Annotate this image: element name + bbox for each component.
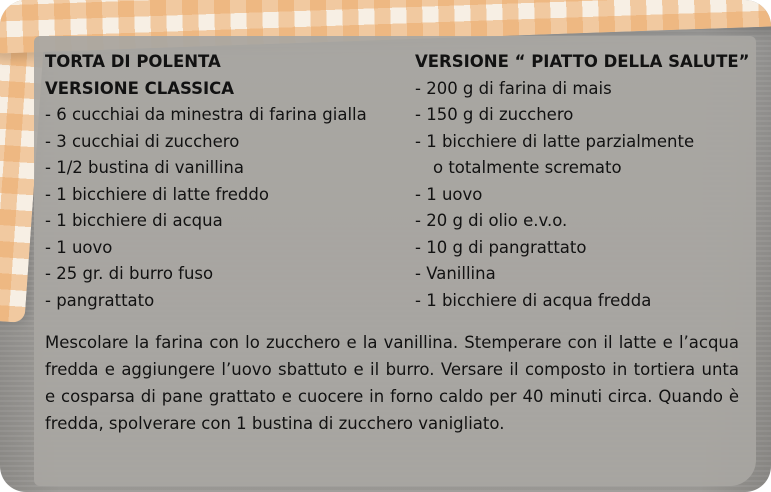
health-version-heading: VERSIONE “ PIATTO DELLA SALUTE” [415, 52, 750, 71]
ingredient-item: - 1 bicchiere di latte parzialmente [415, 131, 695, 151]
ingredient-item: - 1 uovo [415, 184, 483, 204]
ingredient-columns [45, 49, 750, 319]
method-paragraph: Mescolare la farina con lo zucchero e la vanillina. Stemperare con il latte e l’acqua fredda e aggiungere l’uovo sbattuto e il burro. Versare il composto in tortiera unta e cosparsa di pane grattato e cuocere in forno caldo per 40 minuti circa. Quando è fredda, spolverare con 1 bustina di zucchero vanigliato. [45, 333, 739, 433]
ingredient-item-continuation: o totalmente scremato [433, 158, 622, 177]
classic-version-column [45, 49, 413, 314]
ingredient-item: - 150 g di zucchero [415, 105, 574, 124]
ingredient-item: - 3 cucchiai di zucchero [45, 131, 240, 151]
ingredient-item: - pangrattato [45, 290, 155, 310]
ingredient-item: - 6 cucchiai da minestra di farina gialla [45, 105, 367, 124]
ingredient-item: - 1 bicchiere di acqua [45, 211, 223, 230]
ingredient-item: - 1 bicchiere di acqua fredda [415, 290, 652, 310]
ingredient-item: - 25 gr. di burro fuso [45, 264, 214, 283]
recipe-content [45, 49, 750, 437]
ingredient-item: - 1 uovo [45, 237, 113, 257]
ingredient-item: - 1 bicchiere di latte freddo [45, 184, 269, 204]
ingredient-item: - 20 g di olio e.v.o. [415, 211, 568, 230]
health-version-column [415, 49, 750, 314]
recipe-title: TORTA DI POLENTA [45, 52, 221, 71]
ingredient-item: - 1/2 bustina di vanillina [45, 158, 244, 177]
ingredient-item: - 200 g di farina di mais [415, 78, 612, 98]
ingredient-item: - Vanillina [415, 264, 496, 283]
ingredient-item: - 10 g di pangrattato [415, 237, 587, 257]
classic-version-heading: VERSIONE CLASSICA [45, 78, 235, 98]
